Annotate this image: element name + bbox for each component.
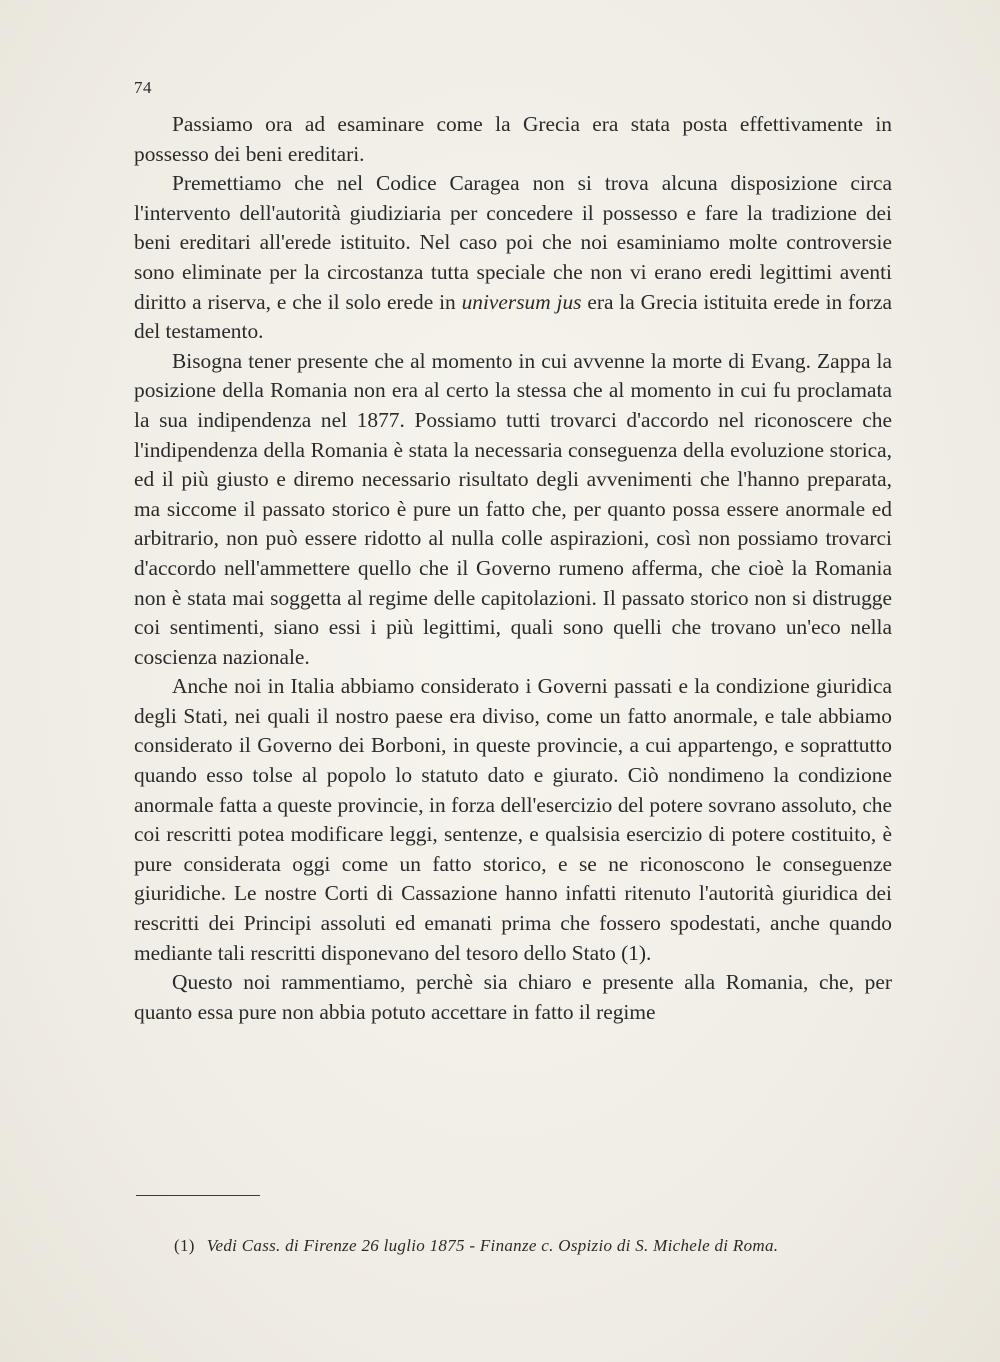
paragraph: Passiamo ora ad esaminare come la Grecia era stata posta effettivamente in possesso dei beni ereditari.	[134, 112, 892, 166]
footnote-separator	[136, 1195, 260, 1196]
footnote-marker: (1)	[174, 1236, 195, 1255]
latin-phrase: universum jus	[461, 289, 582, 314]
main-text	[134, 110, 892, 1027]
paragraph: Bisogna tener presente che al momento in cui avvenne la morte di Evang. Zappa la posizione della Romania non era al certo la stessa che al momento in cui fu proclamata la sua indipendenza nel 1877. Possiamo tutti trovarci d'accordo nel riconoscere che l'indipendenza della Romania è stata la necessaria conseguenza della evoluzione storica, ed il più giusto e diremo necessario risultato degli avvenimenti che l'hanno preparata, ma siccome il passato storico è pure un fatto che, per quanto possa essere anormale ed arbitrario, non può essere ridotto al nulla colle aspirazioni, così non possiamo trovarci d'accordo nell'ammettere quello che il Governo rumeno afferma, che cioè la Romania non è stata mai soggetta al regime delle capitolazioni. Il passato storico non si distrugge coi sentimenti, siano essi i più legittimi, quali sono quelli che trovano un'eco nella coscienza nazionale.	[134, 348, 892, 669]
footnote-text: Vedi Cass. di Firenze 26 luglio 1875 - Finanze c. Ospizio di S. Michele di Roma.	[206, 1236, 779, 1255]
paragraph: Questo noi rammentiamo, perchè sia chiaro e presente alla Romania, che, per quanto essa pure non abbia potuto accettare in fatto il regime	[134, 970, 892, 1024]
paragraph: Premettiamo che nel Codice Caragea non si trova alcuna disposizione circa l'intervento dell'autorità giudiziaria per concedere il possesso e fare la tradizione dei beni ereditari all'erede istituito. Nel caso poi che noi esaminiamo molte controversie sono eliminate per la circostanza tutta speciale che non vi erano eredi legittimi aventi diritto a riserva, e che il solo erede in universum jus era la Grecia istituita erede in forza del testamento.	[134, 171, 892, 344]
footnote	[174, 1236, 904, 1256]
page-number: 74	[134, 78, 152, 97]
paragraph: Anche noi in Italia abbiamo considerato i Governi passati e la condizione giuridica degli Stati, nei quali il nostro paese era diviso, come un fatto anormale, e tale abbiamo considerato il Governo dei Borboni, in queste provincie, a cui appartengo, e soprattutto quando esso tolse al popolo lo statuto dato e giurato. Ciò nondimeno la condizione anormale fatta a queste provincie, in forza dell'esercizio del potere sovrano assoluto, che coi rescritti potea modificare leggi, sentenze, e qualsisia esercizio di potere costituito, è pure considerata oggi come un fatto storico, e se ne riconoscono le conseguenze giuridiche. Le nostre Corti di Cassazione hanno infatti ritenuto l'autorità giuridica dei rescritti dei Principi assoluti ed emanati prima che fossero spodestati, anche quando mediante tali rescritti disponevano del tesoro dello Stato (1).	[134, 674, 892, 965]
